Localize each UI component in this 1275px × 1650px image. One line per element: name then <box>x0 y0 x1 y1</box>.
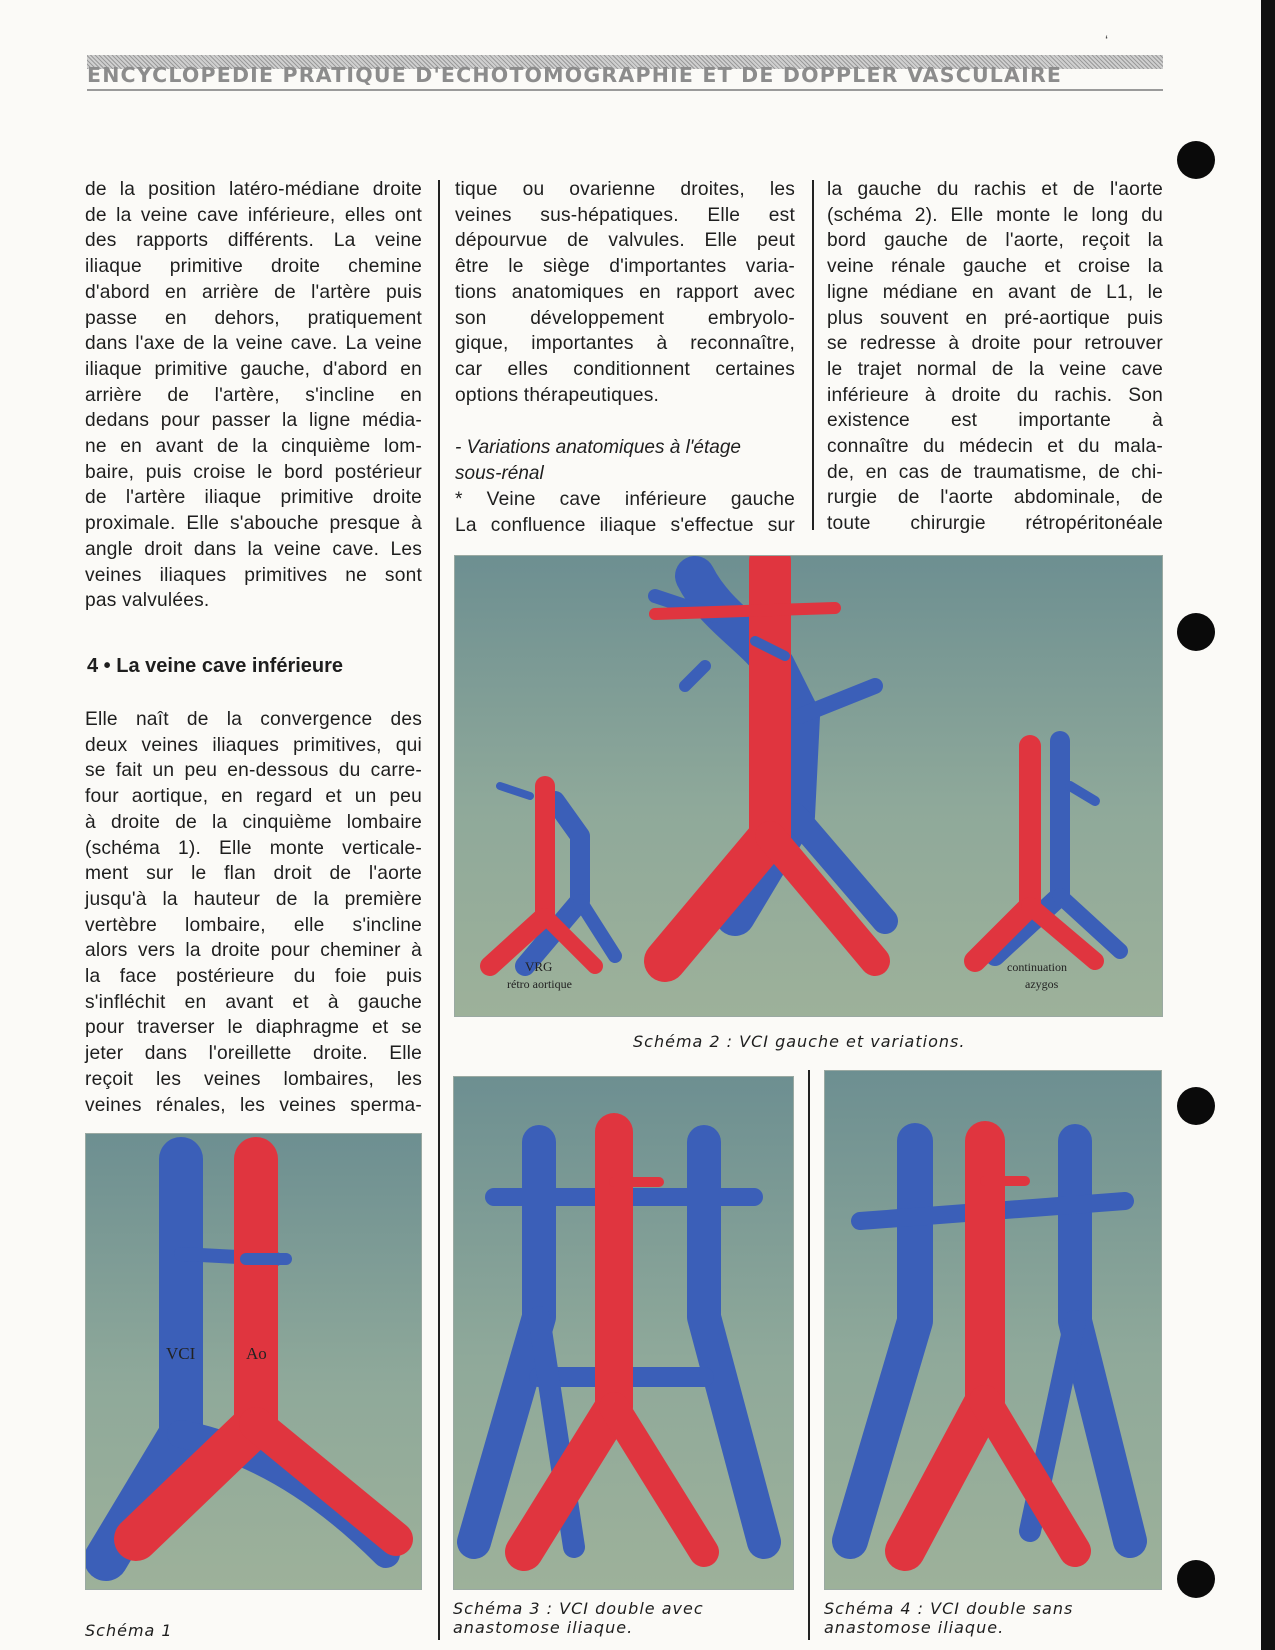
column-2-text <box>455 177 795 408</box>
text-line: gique, importantes à reconnaître, <box>455 333 795 355</box>
text-line: pour traverser le diaphragme et se <box>85 1017 422 1039</box>
text-line: - Variations anatomiques à l'étage <box>455 437 741 458</box>
text-line: connaître du médecin et du mala- <box>827 436 1163 458</box>
text-line: veines sus-hépatiques. Elle est <box>455 204 795 226</box>
schema-4-figure <box>824 1070 1162 1590</box>
text-line: alors vers la droite pour cheminer à <box>85 940 422 962</box>
label-retro-aortique: rétro aortique <box>507 977 572 991</box>
text-line: baire, puis croise le bord postérieur <box>85 461 422 483</box>
text-line: de la position latéro-médiane droite <box>85 179 422 200</box>
text-line: plus souvent en pré-aortique puis <box>827 307 1163 329</box>
text-line: se fait un peu en-dessous du carre- <box>85 760 422 782</box>
text-line: tique ou ovarienne droites, les <box>455 179 795 200</box>
text-line: options thérapeutiques. <box>455 384 660 406</box>
label-vci: VCI <box>166 1344 196 1363</box>
text-line: le trajet normal de la veine cave <box>827 358 1163 380</box>
column-2-text-continued <box>455 487 795 538</box>
text-line: iliaque primitive droite chemine <box>85 256 422 278</box>
column-3-text <box>827 177 1163 537</box>
text-line: de l'artère iliaque primitive droite <box>85 487 422 509</box>
text-line: dedans pour passer la ligne média- <box>85 410 422 432</box>
binder-hole <box>1177 613 1215 651</box>
schema-1-caption: Schéma 1 <box>85 1621 173 1640</box>
text-line: proximale. Elle s'abouche presque à <box>85 513 422 535</box>
text-line: veine rénale gauche et croise la <box>827 256 1163 278</box>
text-line: pas valvulées. <box>85 590 210 612</box>
column-divider <box>808 1070 810 1640</box>
text-line: rurgie de l'aorte abdominale, de <box>827 487 1163 509</box>
binder-hole <box>1177 1560 1215 1598</box>
text-line: de la veine cave inférieure, elles ont <box>85 204 422 226</box>
text-line: deux veines iliaques primitives, qui <box>85 734 422 756</box>
text-line: La confluence iliaque s'effectue sur <box>455 514 795 536</box>
text-line: ment sur le flan droit de l'aorte <box>85 863 422 885</box>
label-continuation: continuation <box>1007 960 1067 974</box>
text-line: ne en avant de la cinquième lom- <box>85 436 422 458</box>
text-line: (schéma 2). Elle monte le long du <box>827 204 1163 226</box>
text-line: la gauche du rachis et de l'aorte <box>827 179 1163 200</box>
text-line: se redresse à droite pour retrouver <box>827 333 1163 355</box>
text-line: (schéma 1). Elle monte verticale- <box>85 837 422 859</box>
text-line: angle droit dans la veine cave. Les <box>85 538 422 560</box>
text-line: des rapports différents. La veine <box>85 230 422 252</box>
schema-3-caption <box>453 1599 704 1637</box>
corner-mark: ‘ <box>1105 32 1109 48</box>
text-line: de, en cas de traumatisme, de chi- <box>827 461 1163 483</box>
section-heading: 4 • La veine cave inférieure <box>87 655 344 677</box>
binder-hole <box>1177 141 1215 179</box>
text-line: inférieure à droite du rachis. Son <box>827 384 1163 406</box>
subsection-heading <box>455 435 795 486</box>
text-line: * Veine cave inférieure gauche <box>455 489 795 510</box>
text-line: reçoit les veines lombaires, les <box>85 1068 422 1090</box>
text-line: toute chirurgie rétropéritonéale <box>827 513 1163 535</box>
text-line: ligne médiane en avant de L1, le <box>827 281 1163 303</box>
column-1-text <box>85 177 422 614</box>
running-header: ENCYCLOPEDIE PRATIQUE D'ECHOTOMOGRAPHIE ET DE DOPPLER VASCULAIRE <box>87 63 1063 87</box>
schema-4-caption-line-1: Schéma 4 : VCI double sans <box>824 1599 1074 1618</box>
text-line: veines rénales, les veines sperma- <box>85 1094 422 1116</box>
label-azygos: azygos <box>1025 977 1059 991</box>
column-divider <box>812 180 814 530</box>
text-line: d'abord en arrière de l'artère puis <box>85 281 422 303</box>
text-line: jeter dans l'oreillette droite. Elle <box>85 1043 422 1065</box>
text-line: dépourvue de valvules. Elle peut <box>455 230 795 252</box>
schema-2-caption: Schéma 2 : VCI gauche et variations. <box>633 1032 966 1051</box>
text-line: existence est importante à <box>827 410 1163 432</box>
binder-hole <box>1177 1087 1215 1125</box>
text-line: sous-rénal <box>455 462 544 484</box>
text-line: car elles conditionnent certaines <box>455 358 795 380</box>
text-line: iliaque primitive gauche, d'abord en <box>85 358 422 380</box>
label-vrg: VRG <box>525 959 553 974</box>
schema-3-caption-line-1: Schéma 3 : VCI double avec <box>453 1599 704 1618</box>
schema-4-caption <box>824 1599 1073 1637</box>
label-ao: Ao <box>246 1344 267 1363</box>
text-line: Elle naît de la convergence des <box>85 709 422 730</box>
text-line: veines iliaques primitives ne sont <box>85 564 422 586</box>
schema-1-figure <box>85 1133 422 1590</box>
text-line: dans l'axe de la veine cave. La veine <box>85 333 422 355</box>
text-line: four aortique, en regard et un peu <box>85 786 422 808</box>
column-1-text-continued <box>85 707 422 1118</box>
text-line: arrière de l'artère, s'incline en <box>85 384 422 406</box>
text-line: passe en dehors, pratiquement <box>85 307 422 329</box>
schema-3-figure <box>453 1076 794 1590</box>
text-line: à droite de la cinquième lombaire <box>85 811 422 833</box>
text-line: être le siège d'importantes varia- <box>455 256 795 278</box>
column-divider <box>438 180 440 1640</box>
page-edge <box>1261 0 1275 1650</box>
text-line: jusqu'à la hauteur de la première <box>85 888 422 910</box>
schema-4-caption-line-2: anastomose iliaque. <box>824 1618 1005 1637</box>
header-rule <box>87 89 1163 91</box>
text-line: bord gauche de l'aorte, reçoit la <box>827 230 1163 252</box>
text-line: s'infléchit en avant et à gauche <box>85 991 422 1013</box>
text-line: vertèbre lombaire, elle s'incline <box>85 914 422 936</box>
text-line: son développement embryolo- <box>455 307 795 329</box>
text-line: tions anatomiques en rapport avec <box>455 281 795 303</box>
schema-2-figure <box>454 555 1163 1017</box>
schema-3-caption-line-2: anastomose iliaque. <box>453 1618 634 1637</box>
text-line: la face postérieure du foie puis <box>85 966 422 988</box>
